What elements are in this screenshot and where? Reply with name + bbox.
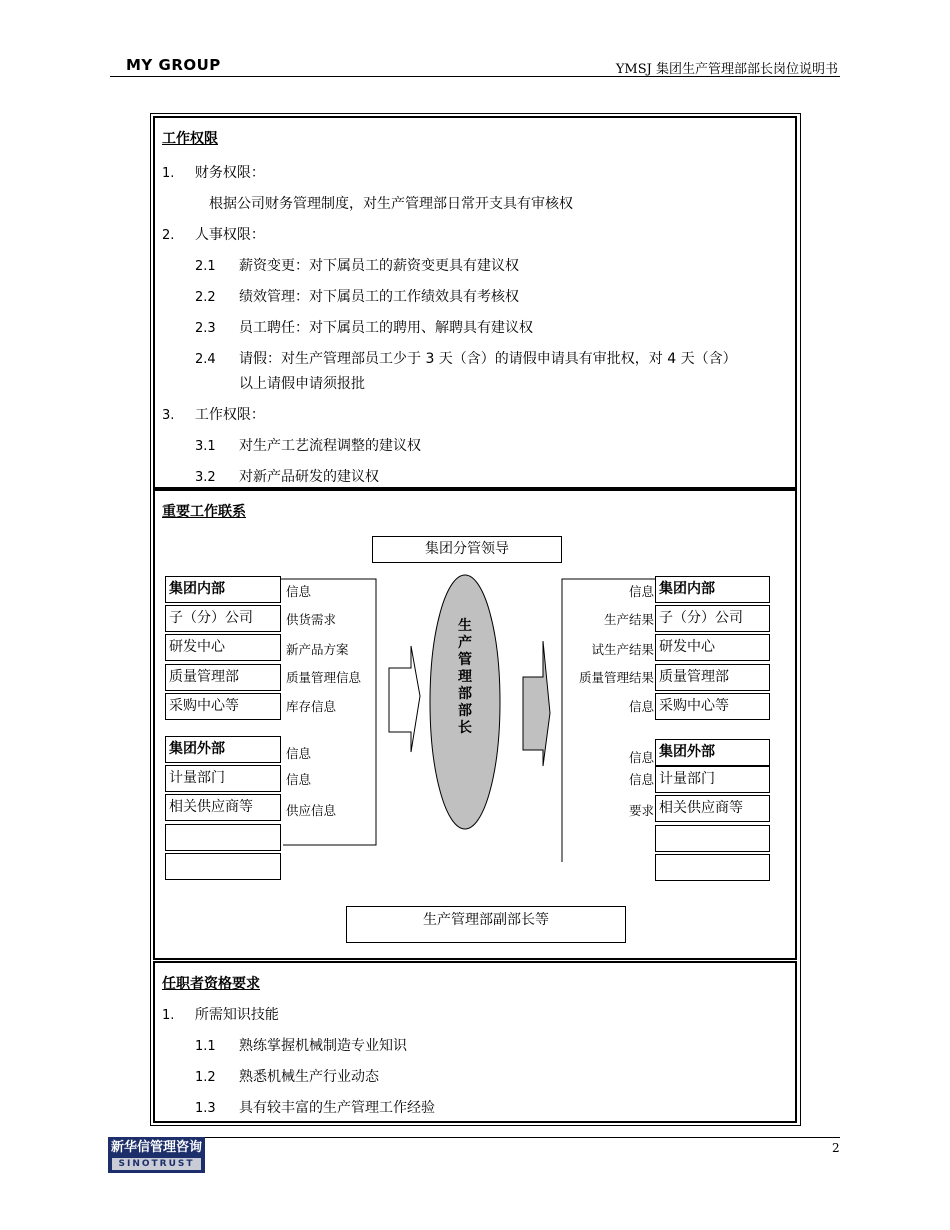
item-number: 1.1 [195, 1039, 216, 1054]
left-box-subsidiary: 子（分）公司 [165, 605, 281, 632]
right-box-group-external: 集团外部 [655, 739, 770, 766]
right-flow-label: 质量管理结果 [578, 670, 654, 685]
right-flow-label: 试生产结果 [591, 642, 654, 657]
authority-item-1-detail: 根据公司财务管理制度，对生产管理部日常开支具有审核权 [209, 196, 573, 212]
right-flow-label: 信息 [628, 699, 654, 714]
left-flow-label: 质量管理信息 [286, 670, 362, 685]
deputy-box: 生产管理部副部长等 [346, 906, 626, 943]
left-arrow [389, 646, 420, 752]
item-text: 人事权限： [194, 227, 265, 243]
right-flow-label: 生产结果 [603, 612, 654, 627]
item-text: 员工聘任：对下属员工的聘用、解聘具有建议权 [239, 320, 533, 336]
left-flow-label: 信息 [286, 772, 312, 787]
left-flow-label: 新产品方案 [286, 642, 349, 657]
logo-text-cn: 新华信管理咨询 [110, 1140, 202, 1155]
item-text: 具有较丰富的生产管理工作经验 [239, 1100, 435, 1116]
item-text: 熟悉机械生产行业动态 [239, 1069, 379, 1085]
left-flow-label: 库存信息 [286, 699, 337, 714]
left-box-rnd: 研发中心 [165, 634, 281, 661]
qualification-item-1-1 [195, 1035, 407, 1055]
item-text: 财务权限： [194, 165, 265, 181]
company-logo [108, 1137, 205, 1173]
qualification-item-1-2 [195, 1066, 379, 1086]
left-box-metrology: 计量部门 [165, 765, 281, 792]
qualification-title: 任职者资格要求 [162, 976, 260, 992]
right-box-purchasing: 采购中心等 [655, 693, 770, 720]
item-number: 2.2 [195, 290, 216, 305]
item-number: 2.4 [195, 352, 216, 367]
item-text: 所需知识技能 [194, 1007, 279, 1023]
item-text: 工作权限： [194, 407, 265, 423]
header-company: MY GROUP [126, 56, 221, 74]
right-box-metrology: 计量部门 [655, 766, 770, 793]
item-number: 3.1 [195, 439, 216, 454]
left-box-quality: 质量管理部 [165, 664, 281, 691]
right-box-empty-2 [655, 854, 770, 881]
right-arrow [523, 641, 550, 766]
left-box-empty-2 [165, 853, 281, 880]
authority-title: 工作权限 [162, 131, 218, 147]
footer-divider [205, 1137, 840, 1138]
authority-item-2-4-continued: 以上请假申请须报批 [239, 376, 365, 392]
item-number: 1. [162, 1008, 175, 1023]
item-number: 2.1 [195, 259, 216, 274]
item-text: 请假：对生产管理部员工少于 3 天（含）的请假申请具有审批权，对 4 天（含） [239, 351, 737, 367]
header-doc-title: YMSJ 集团生产管理部部长岗位说明书 [615, 62, 838, 77]
left-flow-label: 供应信息 [286, 803, 337, 818]
item-number: 3.2 [195, 470, 216, 485]
top-leader-box: 集团分管领导 [372, 536, 562, 563]
item-text: 对新产品研发的建议权 [239, 469, 379, 485]
qualification-item-1-3 [195, 1097, 435, 1117]
page-number: 2 [832, 1141, 840, 1155]
left-box-group-external: 集团外部 [165, 736, 281, 763]
item-text: 薪资变更：对下属员工的薪资变更具有建议权 [239, 258, 519, 274]
left-box-group-internal: 集团内部 [165, 576, 281, 603]
right-flow-label: 信息 [628, 772, 654, 787]
left-box-suppliers: 相关供应商等 [165, 794, 281, 821]
left-box-empty-1 [165, 824, 281, 851]
item-number: 3. [162, 408, 175, 423]
item-number: 1. [162, 166, 175, 181]
right-box-suppliers: 相关供应商等 [655, 795, 770, 822]
right-box-quality: 质量管理部 [655, 664, 770, 691]
right-box-rnd: 研发中心 [655, 634, 770, 661]
item-number: 2.3 [195, 321, 216, 336]
right-flow-label: 要求 [628, 803, 654, 818]
item-number: 1.3 [195, 1101, 216, 1116]
left-flow-label: 供货需求 [286, 612, 337, 627]
left-box-purchasing: 采购中心等 [165, 693, 281, 720]
qualification-item-1 [162, 1004, 279, 1024]
center-role: 生产管理部部长 [458, 618, 472, 736]
left-flow-label: 信息 [286, 746, 312, 761]
item-text: 熟练掌握机械制造专业知识 [239, 1038, 407, 1054]
item-text: 绩效管理：对下属员工的工作绩效具有考核权 [239, 289, 519, 305]
relations-title: 重要工作联系 [162, 504, 246, 520]
right-box-group-internal: 集团内部 [655, 576, 770, 603]
right-flow-label: 信息 [628, 750, 654, 765]
right-flow-label: 信息 [628, 584, 654, 599]
item-number: 2. [162, 228, 175, 243]
item-text: 对生产工艺流程调整的建议权 [239, 438, 421, 454]
left-flow-label: 信息 [286, 584, 312, 599]
right-box-empty-1 [655, 825, 770, 852]
item-number: 1.2 [195, 1070, 216, 1085]
logo-text-en: SINOTRUST [112, 1158, 201, 1170]
right-box-subsidiary: 子（分）公司 [655, 605, 770, 632]
